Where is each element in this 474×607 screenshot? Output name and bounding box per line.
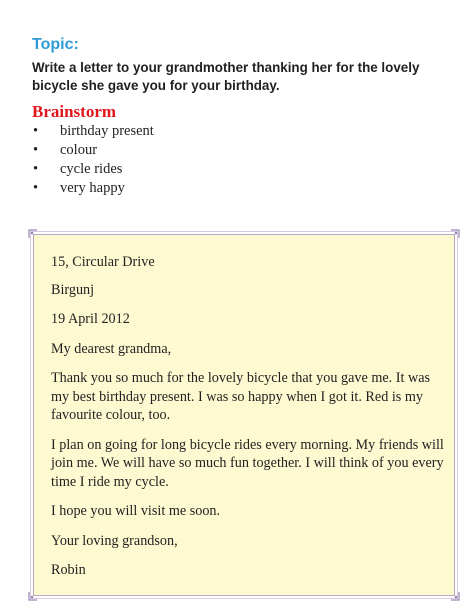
task-prompt: Write a letter to your grandmother thanking her for the lovely bicycle she gave you for your birthday. — [32, 60, 420, 93]
list-item — [32, 122, 154, 141]
letter-paragraph: I hope you will visit me soon. — [51, 503, 221, 519]
address-line: 15, Circular Drive — [51, 254, 155, 270]
corner-ornament-icon — [28, 591, 38, 601]
letter-paragraph: I plan on going for long bicycle rides every morning. My friends will join me. We will have so much fun together. I will think of you every time I ride my cycle. — [51, 436, 444, 490]
signature: Robin — [51, 562, 86, 578]
topic-heading: Topic: — [32, 36, 79, 53]
letter-body — [51, 253, 449, 580]
letter-box — [33, 234, 455, 596]
bullet-icon: • — [33, 123, 39, 139]
bullet-icon: • — [33, 161, 39, 177]
brainstorm-item: birthday present — [60, 123, 154, 139]
list-item — [32, 179, 154, 198]
letter-date: 19 April 2012 — [51, 311, 130, 327]
corner-ornament-icon — [28, 229, 38, 239]
letter-paragraph: Thank you so much for the lovely bicycle that you gave me. It was my best birthday present. I was so happy when I got it. Red is my favourite colour, too. — [51, 370, 431, 423]
bullet-icon: • — [33, 142, 39, 158]
corner-ornament-icon — [450, 229, 460, 239]
bullet-icon: • — [33, 180, 39, 196]
list-item — [32, 160, 154, 179]
brainstorm-item: very happy — [60, 180, 125, 196]
address-line: Birgunj — [51, 281, 95, 298]
closing: Your loving grandson, — [51, 532, 178, 549]
brainstorm-list — [32, 122, 154, 198]
corner-ornament-icon — [450, 591, 460, 601]
salutation: My dearest grandma, — [51, 340, 172, 357]
brainstorm-item: cycle rides — [60, 161, 123, 177]
brainstorm-heading: Brainstorm — [32, 102, 117, 121]
list-item — [32, 141, 154, 160]
brainstorm-item: colour — [60, 142, 98, 158]
